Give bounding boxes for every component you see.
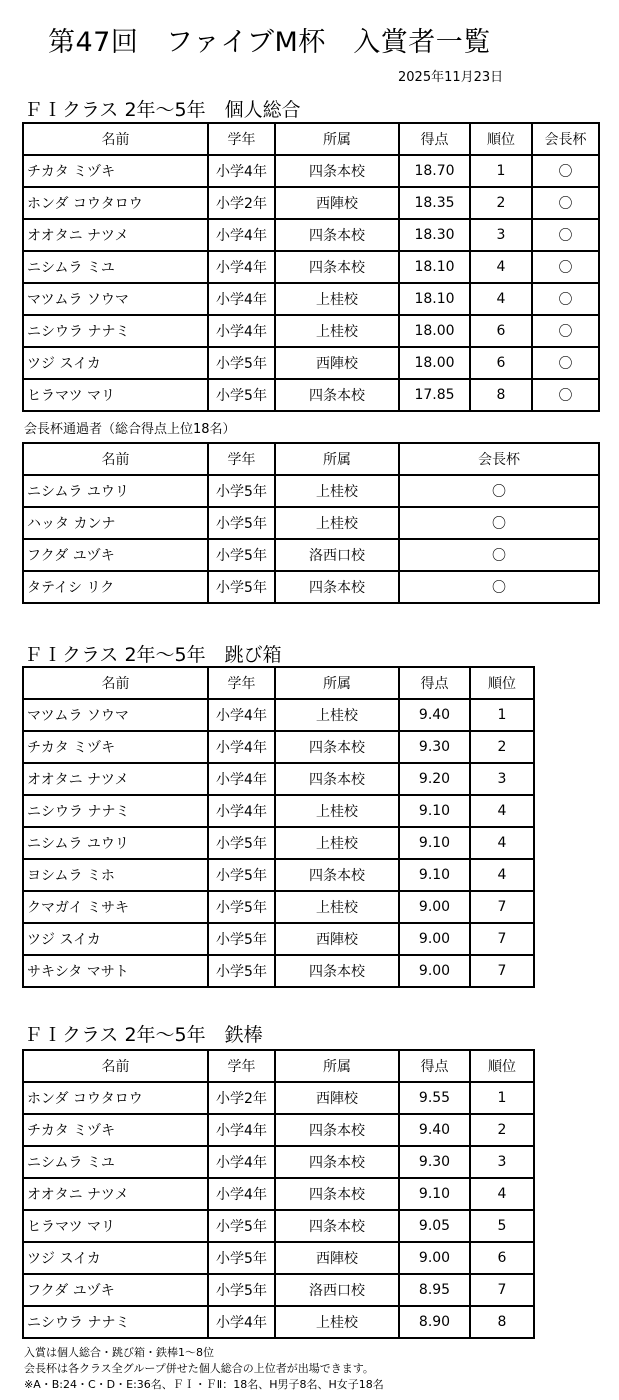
table-row [23, 155, 599, 187]
cell-1: 小学4年 [208, 1306, 275, 1338]
cell-4: 4 [470, 795, 534, 827]
cell-2: 上桂校 [275, 283, 399, 315]
cell-2: 四条本校 [275, 219, 399, 251]
cell-2: 四条本校 [275, 859, 399, 891]
table-header-row [23, 1050, 534, 1082]
cell-3: 9.10 [399, 859, 470, 891]
cell-4: 4 [470, 1178, 534, 1210]
cell-1: 小学5年 [208, 923, 275, 955]
cell-4: 7 [470, 1274, 534, 1306]
cell-2: 上桂校 [275, 699, 399, 731]
cell-1: 小学5年 [208, 859, 275, 891]
cell-2: 西陣校 [275, 347, 399, 379]
cell-4: 2 [470, 731, 534, 763]
cell-5: 〇 [532, 283, 599, 315]
cell-1: 小学2年 [208, 187, 275, 219]
cell-5: 〇 [532, 315, 599, 347]
cell-2: 四条本校 [275, 1210, 399, 1242]
cell-1: 小学2年 [208, 1082, 275, 1114]
table-row [23, 795, 534, 827]
column-header: 得点 [399, 123, 470, 155]
cell-3: 18.10 [399, 283, 470, 315]
table-row [23, 827, 534, 859]
cell-name: ニシムラ ユウリ [23, 827, 208, 859]
cell-name: チカタ ミヅキ [23, 1114, 208, 1146]
cell-3: 18.30 [399, 219, 470, 251]
cell-name: ニシムラ ユウリ [23, 475, 208, 507]
column-header: 名前 [23, 1050, 208, 1082]
cell-4: 2 [470, 1114, 534, 1146]
cell-3: 9.10 [399, 827, 470, 859]
footnote-line: 入賞は個人総合・跳び箱・鉄棒1〜8位 [24, 1346, 214, 1359]
cell-name: マツムラ ソウマ [23, 283, 208, 315]
cell-3: 18.70 [399, 155, 470, 187]
cell-name: ヒラマツ マリ [23, 1210, 208, 1242]
table-row [23, 859, 534, 891]
cell-name: タテイシ リク [23, 571, 208, 603]
cell-1: 小学4年 [208, 1178, 275, 1210]
cell-3: 〇 [399, 571, 599, 603]
cell-4: 3 [470, 1146, 534, 1178]
table-row [23, 1082, 534, 1114]
cell-name: クマガイ ミサキ [23, 891, 208, 923]
footnote-line: 会長杯は各クラス全グループ併せた個人総合の上位者が出場できます。 [24, 1362, 374, 1375]
cell-1: 小学4年 [208, 763, 275, 795]
cell-2: 四条本校 [275, 251, 399, 283]
table-row [23, 923, 534, 955]
cell-3: 〇 [399, 539, 599, 571]
cell-4: 5 [470, 1210, 534, 1242]
cell-1: 小学5年 [208, 827, 275, 859]
cell-4: 3 [470, 219, 532, 251]
section-title-bar: ＦＩクラス 2年〜5年 鉄棒 [24, 1024, 263, 1046]
cell-2: 四条本校 [275, 731, 399, 763]
cell-5: 〇 [532, 187, 599, 219]
column-header: 会長杯 [532, 123, 599, 155]
cell-1: 小学4年 [208, 1146, 275, 1178]
cell-1: 小学5年 [208, 1242, 275, 1274]
table-row [23, 219, 599, 251]
section-title-vault: ＦＩクラス 2年〜5年 跳び箱 [24, 644, 282, 666]
cell-4: 7 [470, 955, 534, 987]
cell-2: 四条本校 [275, 1114, 399, 1146]
cell-1: 小学5年 [208, 475, 275, 507]
table-row [23, 475, 599, 507]
cell-3: 9.00 [399, 923, 470, 955]
cell-1: 小学4年 [208, 283, 275, 315]
cell-5: 〇 [532, 347, 599, 379]
passers-note: 会長杯通過者（総合得点上位18名） [24, 422, 236, 437]
cell-2: 上桂校 [275, 315, 399, 347]
cell-1: 小学5年 [208, 955, 275, 987]
cell-4: 4 [470, 827, 534, 859]
cell-2: 西陣校 [275, 923, 399, 955]
cell-2: 上桂校 [275, 795, 399, 827]
cell-3: 9.00 [399, 1242, 470, 1274]
cell-1: 小学4年 [208, 699, 275, 731]
cell-1: 小学5年 [208, 379, 275, 411]
column-header: 所属 [275, 1050, 399, 1082]
cell-name: ヒラマツ マリ [23, 379, 208, 411]
column-header: 得点 [399, 1050, 470, 1082]
cell-2: 上桂校 [275, 507, 399, 539]
table-row [23, 187, 599, 219]
cell-3: 9.05 [399, 1210, 470, 1242]
cell-5: 〇 [532, 219, 599, 251]
column-header: 会長杯 [399, 443, 599, 475]
cell-4: 6 [470, 347, 532, 379]
cell-name: ツジ スイカ [23, 923, 208, 955]
cell-3: 9.40 [399, 699, 470, 731]
cell-3: 9.55 [399, 1082, 470, 1114]
cell-2: 四条本校 [275, 763, 399, 795]
event-date: 2025年11月23日 [398, 70, 504, 85]
cell-name: ハッタ カンナ [23, 507, 208, 539]
column-header: 名前 [23, 667, 208, 699]
page-title: 第47回 ファイブM杯 入賞者一覧 [48, 27, 491, 58]
cell-3: 18.00 [399, 347, 470, 379]
footnote-line: ※A・B:24・C・D・E:36名、ＦＩ・ＦⅡ：18名、H男子8名、H女子18名 [24, 1378, 384, 1391]
cell-name: オオタニ ナツメ [23, 763, 208, 795]
cell-3: 9.10 [399, 795, 470, 827]
cell-3: 8.95 [399, 1274, 470, 1306]
column-header: 名前 [23, 443, 208, 475]
table-row [23, 1210, 534, 1242]
table-header-row [23, 443, 599, 475]
cell-1: 小学5年 [208, 1274, 275, 1306]
table-row [23, 571, 599, 603]
table-row [23, 315, 599, 347]
footnotes [24, 1345, 384, 1393]
cell-4: 6 [470, 1242, 534, 1274]
cell-3: 9.00 [399, 891, 470, 923]
cell-name: ニシウラ ナナミ [23, 315, 208, 347]
cell-3: 18.35 [399, 187, 470, 219]
cell-3: 17.85 [399, 379, 470, 411]
cell-1: 小学4年 [208, 251, 275, 283]
cell-3: 9.20 [399, 763, 470, 795]
cell-name: フクダ ユヅキ [23, 1274, 208, 1306]
cell-3: 18.10 [399, 251, 470, 283]
cell-3: 9.40 [399, 1114, 470, 1146]
cell-4: 3 [470, 763, 534, 795]
cell-4: 6 [470, 315, 532, 347]
table-row [23, 347, 599, 379]
column-header: 名前 [23, 123, 208, 155]
cell-5: 〇 [532, 155, 599, 187]
cell-4: 1 [470, 699, 534, 731]
column-header: 所属 [275, 667, 399, 699]
cell-2: 四条本校 [275, 1146, 399, 1178]
cell-name: ホンダ コウタロウ [23, 187, 208, 219]
table-row [23, 955, 534, 987]
table-row [23, 1178, 534, 1210]
table-row [23, 283, 599, 315]
table-row [23, 699, 534, 731]
cell-name: ツジ スイカ [23, 1242, 208, 1274]
table-row [23, 251, 599, 283]
cell-1: 小学5年 [208, 539, 275, 571]
cell-2: 四条本校 [275, 571, 399, 603]
cell-1: 小学5年 [208, 891, 275, 923]
cell-name: オオタニ ナツメ [23, 1178, 208, 1210]
cell-1: 小学5年 [208, 347, 275, 379]
cell-4: 2 [470, 187, 532, 219]
table-row [23, 731, 534, 763]
column-header: 得点 [399, 667, 470, 699]
table-row [23, 1114, 534, 1146]
cell-3: 〇 [399, 475, 599, 507]
cell-2: 四条本校 [275, 1178, 399, 1210]
cell-3: 8.90 [399, 1306, 470, 1338]
overall-results-table [22, 122, 600, 412]
cell-name: チカタ ミヅキ [23, 731, 208, 763]
cell-4: 1 [470, 1082, 534, 1114]
cell-1: 小学5年 [208, 571, 275, 603]
cell-2: 上桂校 [275, 1306, 399, 1338]
cell-1: 小学4年 [208, 219, 275, 251]
column-header: 順位 [470, 667, 534, 699]
cell-name: フクダ ユヅキ [23, 539, 208, 571]
cell-1: 小学4年 [208, 1114, 275, 1146]
cell-2: 上桂校 [275, 827, 399, 859]
column-header: 学年 [208, 123, 275, 155]
table-header-row [23, 667, 534, 699]
cell-2: 西陣校 [275, 1082, 399, 1114]
cell-2: 上桂校 [275, 475, 399, 507]
cell-2: 西陣校 [275, 187, 399, 219]
cell-name: サキシタ マサト [23, 955, 208, 987]
column-header: 所属 [275, 443, 399, 475]
table-row [23, 1274, 534, 1306]
cell-4: 4 [470, 859, 534, 891]
cell-name: ヨシムラ ミホ [23, 859, 208, 891]
column-header: 所属 [275, 123, 399, 155]
cell-2: 洛西口校 [275, 539, 399, 571]
cell-name: マツムラ ソウマ [23, 699, 208, 731]
cell-1: 小学4年 [208, 795, 275, 827]
cell-name: オオタニ ナツメ [23, 219, 208, 251]
table-row [23, 379, 599, 411]
cell-2: 四条本校 [275, 379, 399, 411]
cell-2: 四条本校 [275, 155, 399, 187]
table-row [23, 891, 534, 923]
cell-name: ニシムラ ミユ [23, 1146, 208, 1178]
bar-results-table [22, 1049, 535, 1339]
cell-3: 〇 [399, 507, 599, 539]
cell-2: 上桂校 [275, 891, 399, 923]
column-header: 順位 [470, 1050, 534, 1082]
cell-name: ニシウラ ナナミ [23, 1306, 208, 1338]
table-row [23, 539, 599, 571]
vault-results-table [22, 666, 535, 988]
cell-1: 小学4年 [208, 731, 275, 763]
cell-1: 小学5年 [208, 507, 275, 539]
cell-3: 18.00 [399, 315, 470, 347]
column-header: 学年 [208, 443, 275, 475]
cell-4: 1 [470, 155, 532, 187]
table-row [23, 1306, 534, 1338]
table-row [23, 1146, 534, 1178]
column-header: 順位 [470, 123, 532, 155]
cell-2: 西陣校 [275, 1242, 399, 1274]
table-row [23, 507, 599, 539]
cell-3: 9.30 [399, 1146, 470, 1178]
cell-3: 9.10 [399, 1178, 470, 1210]
cell-2: 洛西口校 [275, 1274, 399, 1306]
cell-3: 9.00 [399, 955, 470, 987]
table-row [23, 763, 534, 795]
column-header: 学年 [208, 1050, 275, 1082]
column-header: 学年 [208, 667, 275, 699]
cell-4: 4 [470, 251, 532, 283]
cell-name: ニシムラ ミユ [23, 251, 208, 283]
cell-4: 8 [470, 1306, 534, 1338]
cell-2: 四条本校 [275, 955, 399, 987]
cell-name: ツジ スイカ [23, 347, 208, 379]
cell-1: 小学4年 [208, 315, 275, 347]
cell-1: 小学4年 [208, 155, 275, 187]
cell-4: 7 [470, 891, 534, 923]
cell-3: 9.30 [399, 731, 470, 763]
cell-name: ニシウラ ナナミ [23, 795, 208, 827]
cell-1: 小学5年 [208, 1210, 275, 1242]
table-header-row [23, 123, 599, 155]
passers-table [22, 442, 600, 604]
section-title-overall: ＦＩクラス 2年〜5年 個人総合 [24, 99, 301, 121]
cell-name: ホンダ コウタロウ [23, 1082, 208, 1114]
cell-5: 〇 [532, 251, 599, 283]
cell-4: 8 [470, 379, 532, 411]
table-row [23, 1242, 534, 1274]
cell-5: 〇 [532, 379, 599, 411]
cell-4: 7 [470, 923, 534, 955]
cell-4: 4 [470, 283, 532, 315]
cell-name: チカタ ミヅキ [23, 155, 208, 187]
